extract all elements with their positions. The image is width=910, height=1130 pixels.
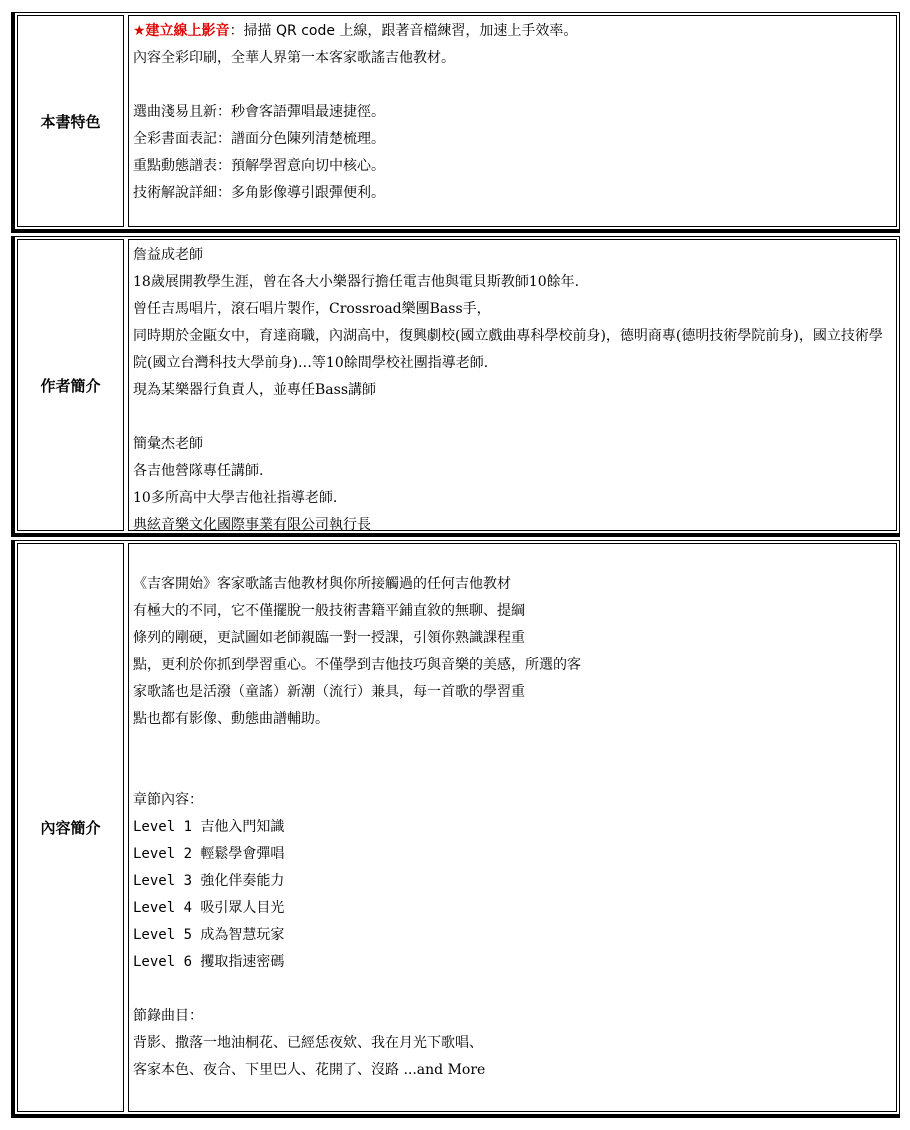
chapter-item: Level 6 攫取指速密碼: [133, 954, 285, 970]
content-body: [128, 543, 897, 1112]
features-section: [11, 12, 900, 233]
author-line: 曾任吉馬唱片，滾石唱片製作，Crossroad樂團Bass手，: [133, 301, 491, 317]
intro-line: 條列的剛硬，更試圖如老師親臨一對一授課，引領你熟識課程重: [133, 630, 525, 646]
chapter-item: Level 3 強化伴奏能力: [133, 873, 285, 889]
author-label: 作者簡介: [17, 239, 124, 531]
chapters-title: 章節內容：: [133, 792, 203, 808]
features-label: 本書特色: [17, 15, 124, 227]
feature-line: 內容全彩印刷，全華人界第一本客家歌謠吉他教材。: [133, 50, 455, 66]
author-line: 18歲展開教學生涯，曾在各大小樂器行擔任電吉他與電貝斯教師10餘年.: [133, 274, 580, 290]
author-line: 簡彙杰老師: [133, 436, 203, 452]
author-section: [11, 236, 900, 537]
feature-line: 全彩書面表記：譜面分色陳列清楚梳理。: [133, 131, 385, 147]
chapter-item: Level 1 吉他入門知識: [133, 819, 285, 835]
features-content: [128, 15, 897, 227]
feature-line: 技術解說詳細：多角影像導引跟彈便利。: [133, 185, 385, 201]
online-media-text: ：掃描 QR code 上線，跟著音檔練習，加速上手效率。: [229, 23, 578, 39]
author-line: 各吉他營隊專任講師.: [133, 463, 264, 479]
intro-line: 有極大的不同，它不僅擺脫一般技術書籍平鋪直敘的無聊、提綱: [133, 603, 525, 619]
song-line: 背影、撒落一地油桐花、已經恁夜欸、我在月光下歌唱、: [133, 1035, 483, 1051]
content-section: [11, 540, 900, 1118]
intro-line: 點，更利於你抓到學習重心。不僅學到吉他技巧與音樂的美感，所選的客: [133, 657, 581, 673]
author-line: 詹益成老師: [133, 247, 203, 263]
author-line: [133, 404, 892, 431]
intro-line: 點也都有影像、動態曲譜輔助。: [133, 711, 329, 727]
online-media-highlight: ★建立線上影音: [133, 23, 230, 39]
chapter-item: Level 2 輕鬆學會彈唱: [133, 846, 285, 862]
author-line: 典絃音樂文化國際事業有限公司執行長: [133, 517, 371, 533]
feature-line: [133, 72, 892, 99]
intro-line: 《吉客開始》客家歌謠吉他教材與你所接觸過的任何吉他教材: [133, 576, 511, 592]
author-line: 現為某樂器行負責人，並專任Bass講師: [133, 382, 377, 398]
song-line: 客家本色、夜合、下里巴人、花開了、沒路 ...and More: [133, 1062, 486, 1078]
author-line: 同時期於金甌女中，育達商職，內湖高中，復興劇校(國立戲曲專科學校前身)，德明商專(德明技術學院前身)，國立技術學院(國立台灣科技大學前身)…等10餘間學校社團指導老師.: [133, 328, 883, 371]
songs-title: 節錄曲目：: [133, 1008, 203, 1024]
author-line: 10多所高中大學吉他社指導老師.: [133, 490, 338, 506]
feature-line: 重點動態譜表：預解學習意向切中核心。: [133, 158, 385, 174]
author-content: [128, 239, 897, 531]
chapter-item: Level 4 吸引眾人目光: [133, 900, 285, 916]
chapter-item: Level 5 成為智慧玩家: [133, 927, 285, 943]
content-label: 內容簡介: [17, 543, 124, 1112]
intro-line: 家歌謠也是活潑（童謠）新潮（流行）兼具，每一首歌的學習重: [133, 684, 525, 700]
feature-line: 選曲淺易且新：秒會客語彈唱最速捷徑。: [133, 104, 385, 120]
